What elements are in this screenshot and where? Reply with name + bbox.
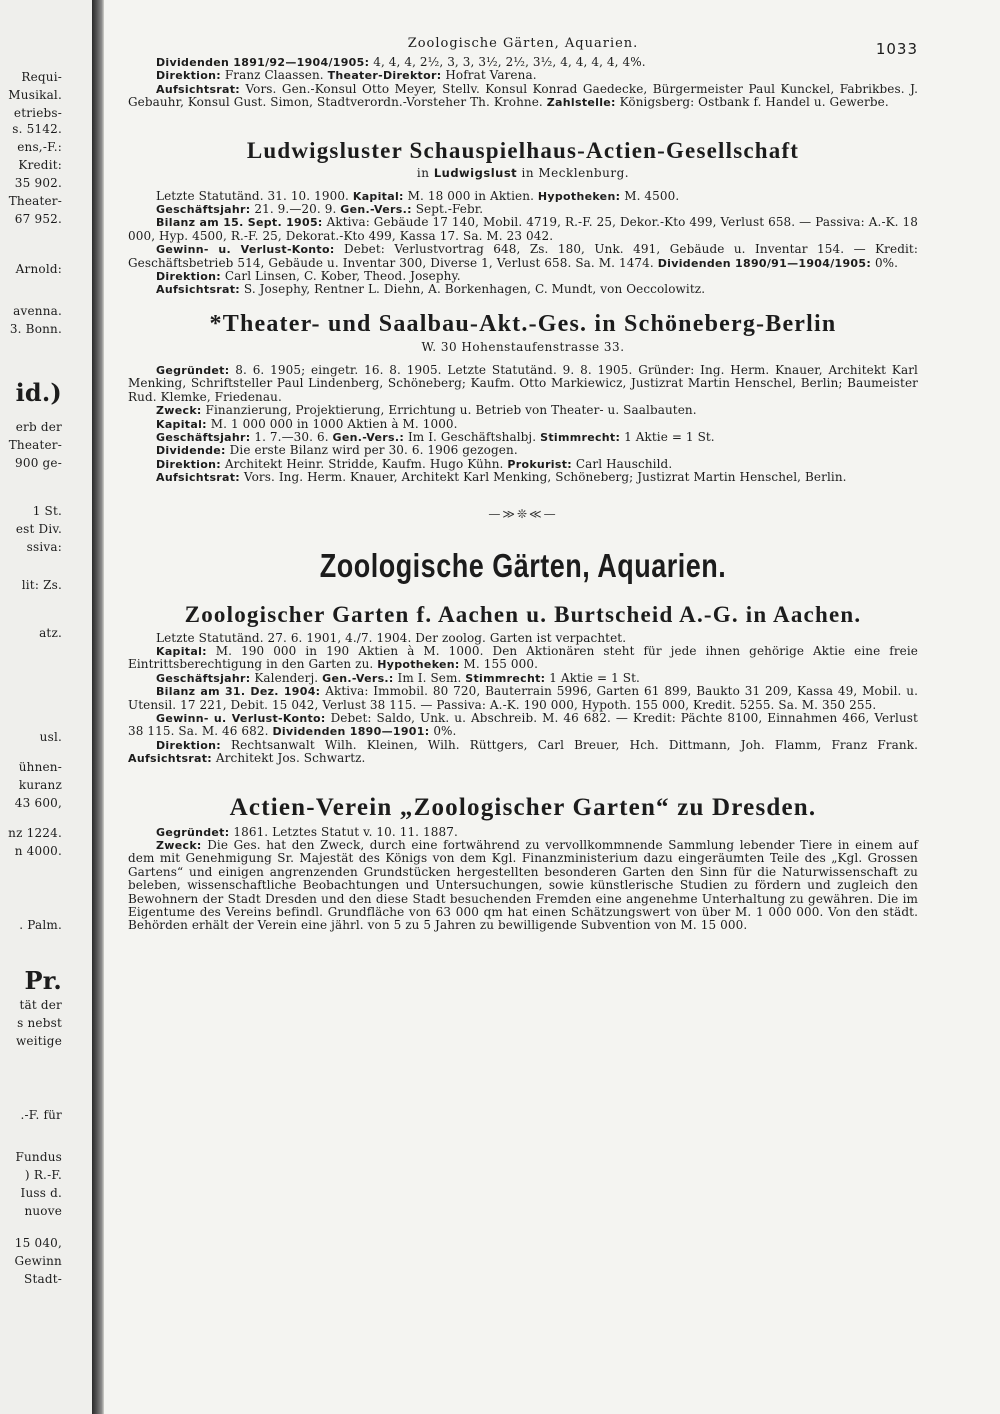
- entry-paragraph: [128, 739, 918, 766]
- previous-page-fragment: id.): [15, 378, 62, 407]
- field-label: Kapital:: [156, 644, 207, 658]
- previous-page-fragment: nz 1224.: [8, 826, 62, 840]
- previous-page-fragment: Fundus: [15, 1150, 62, 1164]
- field-label: Zweck:: [156, 839, 202, 852]
- field-label: Kapital:: [352, 189, 404, 203]
- entry-schoeneberg: [128, 364, 918, 485]
- field-value: M. 1 000 000 in 1000 Aktien à M. 1000.: [206, 416, 458, 431]
- previous-page-fragment: atz.: [39, 626, 62, 640]
- field-label: Prokurist:: [507, 457, 572, 471]
- page: [128, 28, 918, 1398]
- field-value: Aktiva: Gebäude 17 140, Mobil. 4719, R.-F. 25, Dekor.-Kto 499, Verlust 658. — Passiva: A.-K. 18 000, Hyp. 4500, R.-F. 25, Dekorat.-Kto 499, Kassa 17. Sa. M. 23 042.: [128, 215, 918, 243]
- entry-paragraph: [128, 243, 918, 270]
- field-label: Hypotheken:: [537, 189, 621, 203]
- previous-page-fragment: Arnold:: [15, 262, 62, 276]
- field-label: Dividende:: [156, 444, 226, 458]
- divider-ornament: —≫❊≪—: [488, 506, 558, 521]
- previous-page-fragment: ssiva:: [26, 540, 62, 554]
- field-value: Architekt Jos. Schwartz.: [212, 751, 366, 766]
- previous-page-fragment: ) R.-F.: [24, 1168, 62, 1182]
- field-label: Direktion:: [156, 270, 221, 284]
- previous-page-fragment: . Palm.: [19, 918, 62, 932]
- previous-page-fragment: nuove: [24, 1204, 62, 1218]
- entry-aachen: [128, 632, 918, 766]
- previous-page-fragment: Gewinn: [14, 1254, 62, 1268]
- field-value: Im I. Geschäftshalbj.: [404, 429, 541, 444]
- previous-page-margin: [0, 0, 92, 1414]
- previous-page-fragment: s nebst: [17, 1016, 62, 1030]
- field-value: 0%.: [429, 724, 457, 739]
- previous-page-fragment: 900 ge-: [15, 456, 62, 470]
- previous-page-fragment: n 4000.: [14, 844, 62, 858]
- field-value: Letzte Statutänd. 27. 6. 1901, 4./7. 1904. Der zoolog. Garten ist verpachtet.: [156, 630, 627, 645]
- field-label: Direktion:: [156, 457, 221, 471]
- field-value: Die erste Bilanz wird per 30. 6. 1906 gezogen.: [225, 443, 518, 458]
- field-label: Stimmrecht:: [540, 430, 621, 444]
- entry-paragraph: [128, 444, 918, 457]
- previous-page-fragment: s. 5142.: [12, 122, 62, 136]
- entry-paragraph: [128, 685, 918, 712]
- field-value: Vors. Ing. Herm. Knauer, Architekt Karl Menking, Schöneberg; Justizrat Martin Henschel, Berlin.: [240, 470, 847, 485]
- field-value: 21. 9.—20. 9.: [250, 202, 341, 217]
- field-value: Finanzierung, Projektierung, Errichtung u. Betrieb von Theater- u. Saalbauten.: [201, 403, 697, 418]
- field-label: Bilanz am 31. Dez. 1904:: [156, 685, 321, 699]
- entry-paragraph: [128, 56, 918, 69]
- previous-page-fragment: 15 040,: [14, 1236, 62, 1250]
- field-value: Vors. Gen.-Konsul Otto Meyer, Stellv. Konsul Konrad Gaedecke, Bürgermeister Paul Kunckel, Fabrikbes. J. Gebauhr, Konsul Gust. Simon, Stadtverordn.-Vorsteher Th. Krohne.: [128, 81, 918, 110]
- intro-entry: [128, 56, 918, 110]
- field-label: Hypotheken:: [377, 658, 460, 672]
- field-value: Im I. Sem.: [393, 670, 466, 685]
- field-label: Stimmrecht:: [465, 671, 546, 685]
- entry-paragraph: [128, 283, 918, 296]
- entry-paragraph: [128, 826, 918, 839]
- field-value: 0%.: [871, 255, 899, 270]
- field-value: Franz Claassen.: [220, 68, 328, 83]
- field-label: Gen.-Vers.:: [340, 203, 412, 217]
- field-value: Letzte Statutänd. 31. 10. 1900.: [156, 188, 353, 203]
- field-value: M. 18 000 in Aktien.: [403, 188, 538, 203]
- field-value: Hofrat Varena.: [441, 68, 537, 83]
- entry-paragraph: [128, 471, 918, 484]
- entry-paragraph: [128, 712, 918, 739]
- field-label: Gewinn- u. Verlust-Konto:: [156, 711, 326, 725]
- field-value: M. 155 000.: [459, 657, 538, 672]
- previous-page-fragment: weitige: [15, 1034, 62, 1048]
- field-label: Theater-Direktor:: [327, 69, 442, 83]
- entry-paragraph: [128, 190, 918, 203]
- running-head-title: Zoologische Gärten, Aquarien.: [407, 36, 639, 51]
- field-value: Carl Hauschild.: [571, 456, 673, 471]
- running-head: [128, 28, 918, 56]
- field-value: Architekt Heinr. Stridde, Kaufm. Hugo Kühn.: [220, 456, 508, 471]
- field-label: Dividenden 1890/91—1904/1905:: [657, 256, 872, 270]
- section-heading: Zoologische Gärten, Aquarien.: [319, 546, 727, 585]
- previous-page-fragment: Iuss d.: [20, 1186, 62, 1200]
- field-value: 1861. Letztes Statut v. 10. 11. 1887.: [229, 824, 458, 839]
- previous-page-fragment: 43 600,: [14, 796, 62, 810]
- field-value: 1 Aktie = 1 St.: [545, 670, 640, 685]
- entry-paragraph: [128, 645, 918, 672]
- entry-paragraph: [128, 632, 918, 645]
- entry-ludwigslust: [128, 190, 918, 297]
- field-value: 1 Aktie = 1 St.: [620, 429, 715, 444]
- field-value: M. 190 000 in 190 Aktien à M. 1000. Den Aktionären steht für jede ihnen gehörige Aktie eine freie Eintrittsberechtigung in den Garten zu.: [128, 643, 918, 672]
- company-title-dresden: Actien-Verein „Zoologischer Garten“ zu Dresden.: [229, 793, 817, 821]
- previous-page-fragment: Pr.: [24, 966, 62, 995]
- field-label: Geschäftsjahr:: [156, 203, 251, 217]
- entry-paragraph: [128, 216, 918, 243]
- field-label: Gewinn- u. Verlust-Konto:: [156, 243, 335, 257]
- previous-page-fragment: Musikal.: [8, 88, 62, 102]
- company-title-aachen: Zoologischer Garten f. Aachen u. Burtscheid A.-G. in Aachen.: [184, 601, 862, 627]
- field-label: Dividenden 1890—1901:: [272, 725, 430, 739]
- field-label: Direktion:: [156, 69, 221, 83]
- previous-page-fragment: tät der: [19, 998, 62, 1012]
- previous-page-fragment: Stadt-: [24, 1272, 62, 1286]
- previous-page-fragment: 1 St.: [32, 504, 62, 518]
- previous-page-fragment: usl.: [39, 730, 62, 744]
- entry-paragraph: [128, 404, 918, 417]
- previous-page-fragment: erb der: [15, 420, 62, 434]
- field-value: Aktiva: Immobil. 80 720, Bauterrain 5996, Garten 61 899, Baukto 31 209, Kassa 49, Mobil. u. Utensil. 17 221, Debit. 15 042, Verlust 38 115. — Passiva: A.-K. 190 000, Hypoth. 155 000, Kredit. 5255. Sa. M. 350 255.: [128, 684, 918, 712]
- field-value: Sept.-Febr.: [411, 202, 484, 217]
- field-label: Zahlstelle:: [546, 96, 616, 110]
- field-value: Königsberg: Ostbank f. Handel u. Gewerbe.: [615, 95, 889, 110]
- field-value: S. Josephy, Rentner L. Diehn, A. Borkenhagen, C. Mundt, von Oeccolowitz.: [240, 282, 706, 297]
- field-label: Gen.-Vers.:: [322, 671, 394, 685]
- field-label: Kapital:: [156, 417, 207, 431]
- previous-page-fragment: kuranz: [18, 778, 62, 792]
- field-label: Gegründet:: [156, 825, 230, 839]
- field-label: Geschäftsjahr:: [156, 430, 251, 444]
- field-value: Die Ges. hat den Zweck, durch eine fortwährend zu vervollkommnende Sammlung lebender Tiere in einem auf dem mit Genehmigung Sr. Majestät des Königs von dem Kgl. Finanzministerium dazu eingeräumten Teile des „Kgl. Grossen Gartens“ und einigen angrenzenden Grundstücken hergestellten besonderen Garten den Sinn für die Naturwissenschaft zu beleben, wissenschaftliche Beobachtungen und Untersuchungen, sowie künstlerische Studien zu fördern und zugleich den Bewohnern der Stadt Dresden und den diese Stadt besuchenden Fremden eine angenehme Unterhaltung zu gewähren. Die im Eigentume des Vereins befindl. Grundfläche von 63 000 qm hat einen Schätzungswert von über M. 1 000 000. Von den städt. Behörden erhält der Verein eine jährl. von 5 zu 5 Jahren zu bewilligende Subvention von M. 15 000.: [128, 838, 918, 933]
- field-label: Bilanz am 15. Sept. 1905:: [156, 216, 323, 230]
- book-gutter: [92, 0, 104, 1414]
- previous-page-fragment: 3. Bonn.: [9, 322, 62, 336]
- field-label: Dividenden 1891/92—1904/1905:: [156, 56, 370, 69]
- previous-page-fragment: Theater-: [8, 438, 62, 452]
- entry-paragraph: [128, 203, 918, 216]
- field-label: Aufsichtsrat:: [156, 82, 241, 96]
- page-number: 1033: [875, 40, 918, 58]
- entry-paragraph: [128, 83, 918, 110]
- field-value: M. 4500.: [620, 188, 680, 203]
- previous-page-fragment: avenna.: [13, 304, 62, 318]
- company-title-schoeneberg: *Theater- und Saalbau-Akt.-Ges. in Schöneberg-Berlin: [209, 310, 837, 337]
- field-value: 4, 4, 4, 2½, 3, 3, 3½, 2½, 3½, 4, 4, 4, 4, 4%.: [369, 55, 646, 69]
- previous-page-fragment: etriebs-: [13, 106, 62, 120]
- previous-page-fragment: Requi-: [21, 70, 62, 84]
- entry-paragraph: [128, 431, 918, 444]
- field-label: Gen.-Vers.:: [332, 430, 405, 444]
- entry-dresden: [128, 826, 918, 933]
- previous-page-fragment: lit: Zs.: [21, 578, 62, 592]
- entry-paragraph: [128, 364, 918, 404]
- field-label: Aufsichtsrat:: [156, 283, 241, 297]
- company-subtitle-schoeneberg: W. 30 Hohenstaufenstrasse 33.: [421, 339, 625, 354]
- previous-page-fragment: est Div.: [15, 522, 62, 536]
- company-subtitle-ludwigslust: in Ludwigslust in Mecklenburg.: [416, 165, 630, 180]
- previous-page-fragment: 67 952.: [14, 212, 62, 226]
- entry-paragraph: [128, 270, 918, 283]
- previous-page-fragment: Theater-: [8, 194, 62, 208]
- field-value: Rechtsanwalt Wilh. Kleinen, Wilh. Rüttgers, Carl Breuer, Hch. Dittmann, Joh. Flamm, Franz Frank.: [220, 737, 918, 752]
- previous-page-fragment: 35 902.: [14, 176, 62, 190]
- field-value: Debet: Saldo, Unk. u. Abschreib. M. 46 682. — Kredit: Pächte 8100, Einnahmen 466, Verlust 38 115. Sa. M. 46 682.: [128, 710, 918, 739]
- field-label: Geschäftsjahr:: [156, 671, 251, 685]
- entry-paragraph: [128, 458, 918, 471]
- field-value: 8. 6. 1905; eingetr. 16. 8. 1905. Letzte Statutänd. 9. 8. 1905. Gründer: Ing. Herm. Knauer, Architekt Karl Menking, Schriftsteller Paul Lindenberg, Schöneberg; Kaufm. Otto Markiewicz, Justizrat Martin Henschel, Berlin; Baumeister Rud. Klemke, Friedenau.: [128, 362, 918, 404]
- entry-paragraph: [128, 69, 918, 82]
- field-label: Aufsichtsrat:: [156, 471, 241, 485]
- company-title-ludwigslust: Ludwigsluster Schauspielhaus-Actien-Gesellschaft: [246, 137, 800, 163]
- previous-page-fragment: ens,-F.:: [17, 140, 62, 154]
- field-label: Direktion:: [156, 738, 221, 752]
- field-label: Zweck:: [156, 404, 202, 418]
- entry-paragraph: [128, 839, 918, 933]
- field-label: Aufsichtsrat:: [128, 752, 213, 766]
- field-value: Debet: Verlustvortrag 648, Zs. 180, Unk. 491, Gebäude u. Inventar 154. — Kredit: Geschäftsbetrieb 514, Gebäude u. Inventar 300, Diverse 1, Verlust 658. Sa. M. 1474.: [128, 242, 918, 270]
- entry-paragraph: [128, 672, 918, 685]
- previous-page-fragment: Kredit:: [18, 158, 62, 172]
- entry-paragraph: [128, 418, 918, 431]
- field-value: Kalenderj.: [250, 670, 323, 685]
- field-value: 1. 7.—30. 6.: [250, 429, 333, 444]
- previous-page-fragment: ühnen-: [18, 760, 62, 774]
- previous-page-fragment: .-F. für: [20, 1108, 62, 1122]
- field-label: Gegründet:: [156, 363, 230, 377]
- field-value: Carl Linsen, C. Kober, Theod. Josephy.: [220, 269, 461, 284]
